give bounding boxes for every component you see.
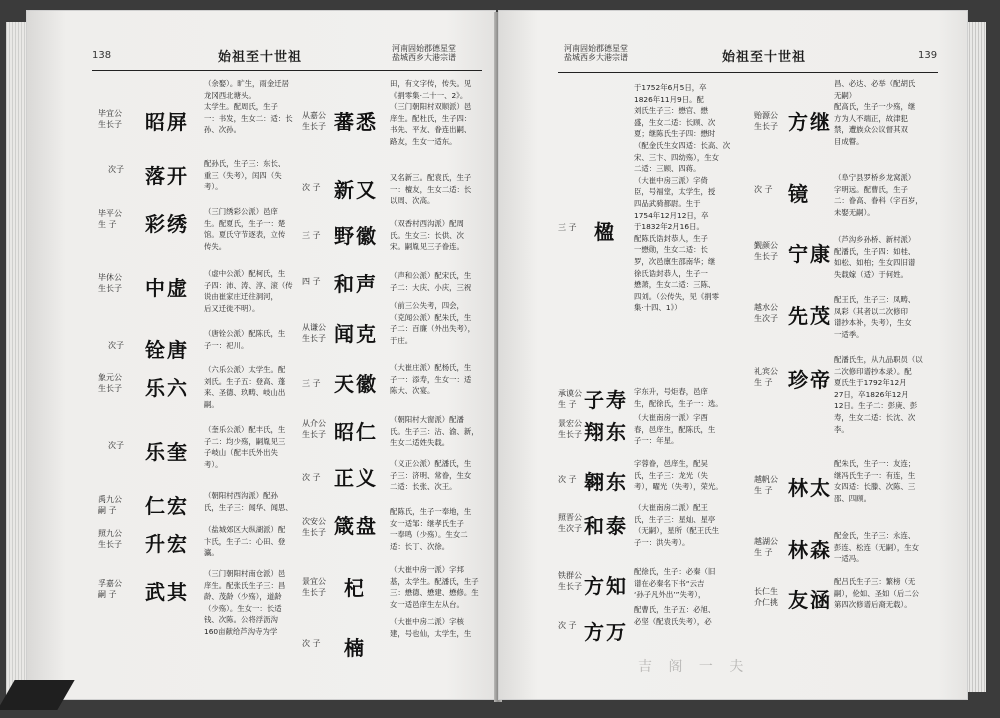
- title-2: 次子: [108, 165, 124, 174]
- name-r1: 楹: [594, 220, 616, 244]
- text-r14: 配金氏，生子三：永连、 彭连、松连（无嗣），生女 一适冯。: [834, 531, 919, 564]
- text-r2: 字东升，号炬春，邑庠 生，配徐氏，生子一：选。: [634, 387, 723, 408]
- title-3: 毕平公 生 子: [98, 209, 122, 229]
- title-r7: 次 子: [558, 621, 577, 630]
- text-18: （义正公派）配潘氏，生 子三：济明、常眷，生女 二适：长张、次王。: [390, 459, 472, 492]
- text-1: （余娶）。旷生，雨金迁居 龙冈西北塘头。 太学生。配周氏，生子 一：书发，生女二：适：长 孙、次孙。: [204, 79, 293, 135]
- name-18: 正义: [334, 466, 378, 490]
- title-12: 次 子: [302, 183, 321, 192]
- title-4: 毕休公 生长子: [98, 273, 122, 293]
- title-r2: 承谟公 生 子: [558, 389, 582, 409]
- text-13: （双香村西沟派）配周 氏。生女三：长供、次 宋。嗣胤见三子眷连。: [390, 219, 464, 252]
- name-21: 楠: [344, 636, 366, 660]
- text-9: （盐城郊区大纵湖派）配 卞氏，生子二：心田、登 瀛。: [204, 525, 286, 558]
- text-r7: 配曹氏，生子五：必旭、 必坚（配袁氏失考），必: [634, 605, 716, 626]
- header-note-left: [392, 44, 456, 62]
- name-8: 仁宏: [145, 494, 189, 518]
- name-10: 武其: [145, 580, 189, 604]
- name-17: 昭仁: [334, 420, 378, 444]
- title-14: 四 子: [302, 277, 321, 286]
- name-r7: 方万: [584, 620, 628, 644]
- title-13: 三 子: [302, 231, 321, 240]
- text-3: （三门绣彩公派）邑庠 生。配夏氏，生子一：楚 馆。夏氏守节逐表，立传 传失。: [204, 207, 286, 251]
- text-5: （唐铨公派）配陈氏，生 子一：祀川。: [204, 329, 286, 350]
- title-6: 象元公 生长子: [98, 373, 122, 393]
- faint-handwriting: 吉 阁 一 夫: [638, 659, 750, 675]
- text-20: （大崔中房一派）字邦 基，太学生。配潘氏，生子 三：懋德、懋建、懋修。生 女一适邑庠生左从台。: [390, 565, 479, 609]
- header-note-right: [564, 44, 628, 62]
- text-16: （大崔庄派）配杨氏，生 子一：添寿，生女一：适 陈大、次宴。: [390, 363, 472, 396]
- header-title-left: 始祖至十世祖: [218, 50, 303, 65]
- name-1: 昭屏: [145, 110, 189, 134]
- name-r15: 友涵: [788, 588, 832, 612]
- header-note-line: 盐城西乡大港宗谱: [392, 53, 456, 62]
- name-r14: 林森: [788, 538, 832, 562]
- title-7: 次子: [108, 441, 124, 450]
- name-7: 乐奎: [145, 440, 189, 464]
- text-r4: 字蓉眷，邑庠生，配吴 氏，生子三：龙光（失 考），曜光（失考），荣光。: [634, 459, 723, 492]
- text-19: 配陈氏，生子一奉地，生 女一适邹：继孝氏生子 一奉鸣（少殇）。生女二 适：长丁、次徐。: [390, 507, 472, 551]
- header-rule-left: [92, 70, 482, 71]
- text-r13: 配朱氏，生子一：友连； 继冯氏生子一：有连，生 女四适：长滕、次陈、三 邵、四顾。: [834, 459, 916, 503]
- text-11: 田，有文字传，传失。见 《捐零集·二十一、2》。 （三门朝阳村双顺派）邑 庠生。配杜氏，生子四： 书先、平友、眷连出嗣、 路友，生女一适东。: [390, 79, 472, 146]
- name-r12: 珍帝: [788, 368, 832, 392]
- text-6: （六乐公派）太学生。配 刘氏。生子五：登高、蓬 来、圣德、玖畴、岐山出 嗣。: [204, 365, 286, 409]
- dark-corner-fold: [0, 680, 75, 710]
- name-r13: 林太: [788, 476, 832, 500]
- text-r5: （大崔南房二派）配王 氏，生子三：星灿、星亭 （无嗣），星所（配王氏生 子一：洪失考）。: [634, 503, 719, 547]
- title-r15: 长仁生 介仁挑: [754, 587, 778, 607]
- title-r5: 照晋公 生次子: [558, 513, 582, 533]
- title-r12: 礼宾公 生 子: [754, 367, 778, 387]
- title-18: 次 子: [302, 473, 321, 482]
- name-16: 天徽: [334, 372, 378, 396]
- title-r8: 贻源公 生长子: [754, 111, 778, 131]
- name-3: 彩绣: [145, 212, 189, 236]
- name-r8: 方继: [788, 110, 832, 134]
- name-19: 箴盘: [334, 514, 378, 538]
- title-16: 三 子: [302, 379, 321, 388]
- text-12: 又名新三。配袁氏，生子 一：檀友，生女二适：长 以周、次高。: [390, 173, 472, 206]
- text-2: 配孙氏，生子三：东长、 重三（失考），闰四（失 考）。: [204, 159, 286, 192]
- name-r9: 镜: [788, 182, 810, 206]
- text-4: （虚中公派）配柯氏，生 子四：沛、涛、淳、滚（传 说由崔家庄迁往洞河， 后又迁徙不明）。: [204, 269, 293, 313]
- name-r3: 翔东: [584, 420, 628, 444]
- title-21: 次 子: [302, 639, 321, 648]
- text-r9: （阜宁县罗桥乡龙窝派） 字明远。配曹氏，生子 二：眷高、眷科（字百岁， 未娶无嗣）。: [834, 173, 923, 217]
- title-r14: 越湖公 生 子: [754, 537, 778, 557]
- title-15: 从谦公 生长子: [302, 323, 326, 343]
- title-r11: 越水公 生次子: [754, 303, 778, 323]
- title-r10: 觐颜公 生长子: [754, 241, 778, 261]
- header-note-line: 盐城西乡大港宗谱: [564, 53, 628, 62]
- name-2: 落开: [145, 164, 189, 188]
- text-r11: 配王氏，生子三：凤畴、 凤彩（其者以二次修印 谱抄本补，失考），生女 一适季。: [834, 295, 916, 339]
- name-5: 铨唐: [145, 338, 189, 362]
- text-8: （朝阳村西沟派）配孙 氏，生子三：闻华、闻思、: [204, 491, 293, 512]
- name-r4: 翱东: [584, 470, 628, 494]
- left-page: [26, 10, 496, 700]
- name-r10: 宁康: [788, 242, 832, 266]
- name-14: 和声: [334, 272, 378, 296]
- title-1: 毕宜公 生长子: [98, 109, 122, 129]
- title-17: 从介公 生长子: [302, 419, 326, 439]
- page-number-left: 138: [92, 50, 112, 61]
- text-r3: （大崔南房一派）字酉 春，邑庠生，配陈氏，生 子一：年星。: [634, 413, 716, 446]
- title-r1: 三 子: [558, 223, 577, 232]
- text-r15: 配吕氏生子三：繁榜（无 嗣），伦如、圣如（后二公 第四次修谱后裔无载）。: [834, 577, 919, 610]
- text-r10: （芦沟乡孙桥、新村派） 配潘氏，生子四：如桂、 如松、如柏；生女四旧谱 失载嫁（适）于何姓。: [834, 235, 916, 279]
- name-20: 杞: [344, 576, 366, 600]
- name-r2: 子寿: [584, 388, 628, 412]
- title-9: 照九公 生长子: [98, 529, 122, 549]
- title-10: 孚嘉公 嗣 子: [98, 579, 122, 599]
- name-12: 新又: [334, 178, 378, 202]
- name-9: 升宏: [145, 532, 189, 556]
- name-r11: 先茂: [788, 304, 832, 328]
- name-15: 闻克: [334, 322, 378, 346]
- name-11: 蕃悉: [334, 110, 378, 134]
- title-8: 禹九公 嗣 子: [98, 495, 122, 515]
- header-note-line: 河南固始郡德星堂: [564, 44, 628, 53]
- text-15: （前三公失考，四会， （克闻公派）配朱氏，生 子二：百廉（外出失考）， 于庄。: [390, 301, 475, 345]
- title-20: 景宜公 生长子: [302, 577, 326, 597]
- name-4: 中虚: [145, 276, 189, 300]
- title-r3: 景宏公 生长子: [558, 419, 582, 439]
- header-rule-right: [558, 72, 938, 73]
- header-note-line: 河南固始郡德星堂: [392, 44, 456, 53]
- page-number-right: 139: [918, 50, 938, 61]
- text-r8: 昌、必达、必举（配胡氏 无嗣） 配高氏，生子一少殇，继 方为人不端正，故津犯 禁，遭族众公议督其双 目成瞽。: [834, 79, 916, 146]
- title-r9: 次 子: [754, 185, 773, 194]
- title-19: 次安公 生长子: [302, 517, 326, 537]
- text-17: （朝阳村大窗派）配潘 氏。生子三：沾、渝、新， 生女二适姓失载。: [390, 415, 479, 448]
- title-r13: 越帆公 生 子: [754, 475, 778, 495]
- text-r12: 配潘氏生，从九品职员（以 二次修印谱抄本录）。配 夏氏生于1792年12月 27日，卒1826年12月 12日。生子二：彭庚、彭 寿，生女二适：长沈、次 李。: [834, 355, 923, 434]
- text-r1: 于1752年6月5日，卒 1826年11月9日。配 刘氏生子三：懋官、懋 盛，生女二适：长顾、次 夏；继陈氏生子四：懋时 （配金氏生女四适：长高、次 宋、三卞、四幼殇），生女 二适：三顾、四蒋。 （大崔中房三派）字倚 臣，号福堂，太学生，授 四品武骑都尉。生于 1754年12月12日，卒 于1832年2月16日。 配陈氏诰封恭人，生子 一懋勋，生女二适：长 罗，次邑廪生邵南华；继 徐氏诰封恭人，生子一 懋萧，生女二适：三陈、 四刘。（公传失，见《捐零 集·十四、1》）: [634, 83, 731, 313]
- name-6: 乐六: [145, 376, 189, 400]
- text-10: （三门朝阳村南仓派）邑 庠生。配张氏生子三：昌 龄、茂龄（少殇），道龄 （少殇）。生女一：长适 钱、次陈。公将浮沥沟 160亩献给芦沟寺为学: [204, 569, 286, 636]
- name-13: 野徽: [334, 224, 378, 248]
- text-7: （奎乐公派）配丰氏，生 子二：均少殇，嗣胤见三 子岐山（配丰氏外出失 考）。: [204, 425, 286, 469]
- name-r5: 和泰: [584, 514, 628, 538]
- title-11: 从嘉公 生长子: [302, 111, 326, 131]
- text-14: （声和公派）配宋氏，生 子二：大庆、小庆，三祝: [390, 271, 472, 292]
- text-21: （大崔中房二派）字核 建，号也仙，太学生，生: [390, 617, 472, 638]
- title-r4: 次 子: [558, 475, 577, 484]
- text-r6: 配徐氏，生子：必秦（旧 谱在必秦名下书“云吉 ‘孙子凡外出’”失考），: [634, 567, 716, 600]
- header-title-right: 始祖至十世祖: [722, 50, 807, 65]
- right-page: [498, 10, 968, 700]
- title-r6: 铁群公 生长子: [558, 571, 582, 591]
- title-5: 次子: [108, 341, 124, 350]
- name-r6: 方知: [584, 574, 628, 598]
